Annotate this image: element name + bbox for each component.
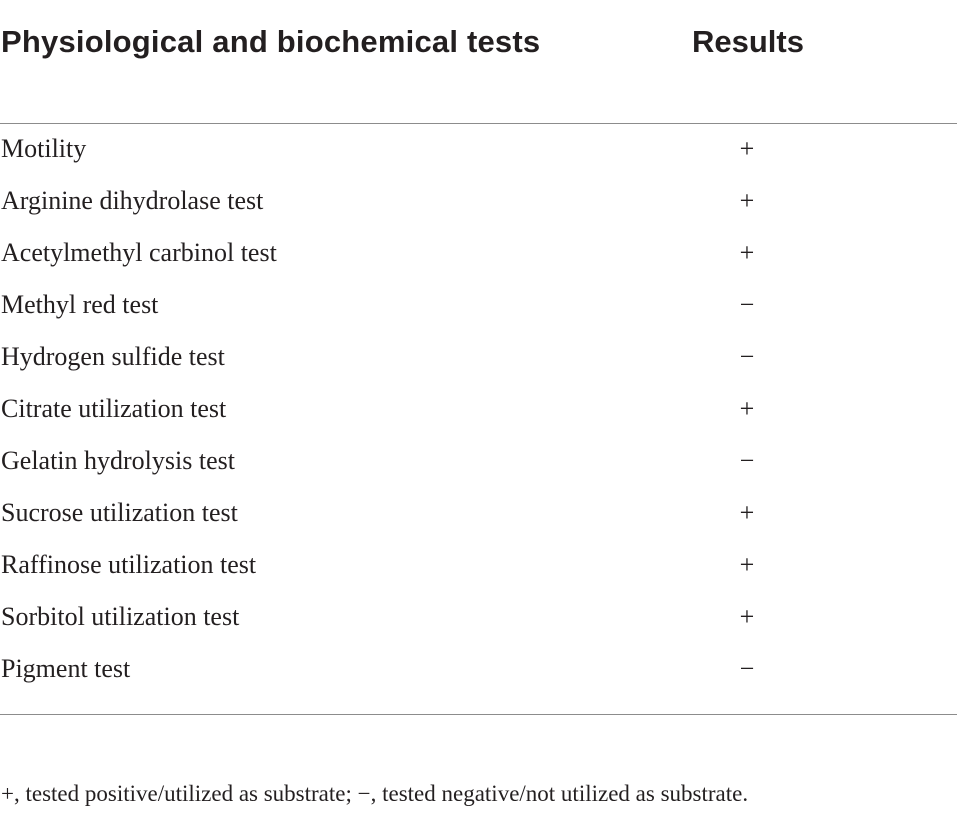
result-cell: − <box>739 342 755 371</box>
table-header <box>0 0 957 124</box>
table-row <box>0 124 957 176</box>
test-name-cell: Arginine dihydrolase test <box>1 186 264 215</box>
table-row <box>0 644 957 696</box>
table-row <box>0 228 957 280</box>
table-row <box>0 436 957 488</box>
test-name-cell: Acetylmethyl carbinol test <box>1 238 277 267</box>
test-name-cell: Pigment test <box>1 654 131 683</box>
header-test-column: Physiological and biochemical tests <box>1 24 541 59</box>
table-row <box>0 592 957 644</box>
table-row <box>0 176 957 228</box>
header-results-column: Results <box>692 24 804 59</box>
test-name-cell: Raffinose utilization test <box>1 550 257 579</box>
result-cell: + <box>739 602 755 631</box>
test-name-cell: Sorbitol utilization test <box>1 602 240 631</box>
result-cell: − <box>739 290 755 319</box>
table-row <box>0 488 957 540</box>
table-row <box>0 384 957 436</box>
result-cell: + <box>739 394 755 423</box>
result-cell: − <box>739 654 755 683</box>
result-cell: − <box>739 446 755 475</box>
result-cell: + <box>739 238 755 267</box>
table-bottom-rule <box>0 714 957 715</box>
result-cell: + <box>739 134 755 163</box>
table-row <box>0 540 957 592</box>
test-name-cell: Sucrose utilization test <box>1 498 238 527</box>
table-row <box>0 332 957 384</box>
test-name-cell: Gelatin hydrolysis test <box>1 446 235 475</box>
result-cell: + <box>739 550 755 579</box>
table-footnote: +, tested positive/utilized as substrate; −, tested negative/not utilized as substrate. <box>1 781 749 806</box>
table-row <box>0 280 957 332</box>
result-cell: + <box>739 498 755 527</box>
test-name-cell: Motility <box>1 134 87 163</box>
test-name-cell: Hydrogen sulfide test <box>1 342 225 371</box>
result-cell: + <box>739 186 755 215</box>
test-name-cell: Citrate utilization test <box>1 394 227 423</box>
test-name-cell: Methyl red test <box>1 290 159 319</box>
table-body <box>0 124 957 696</box>
